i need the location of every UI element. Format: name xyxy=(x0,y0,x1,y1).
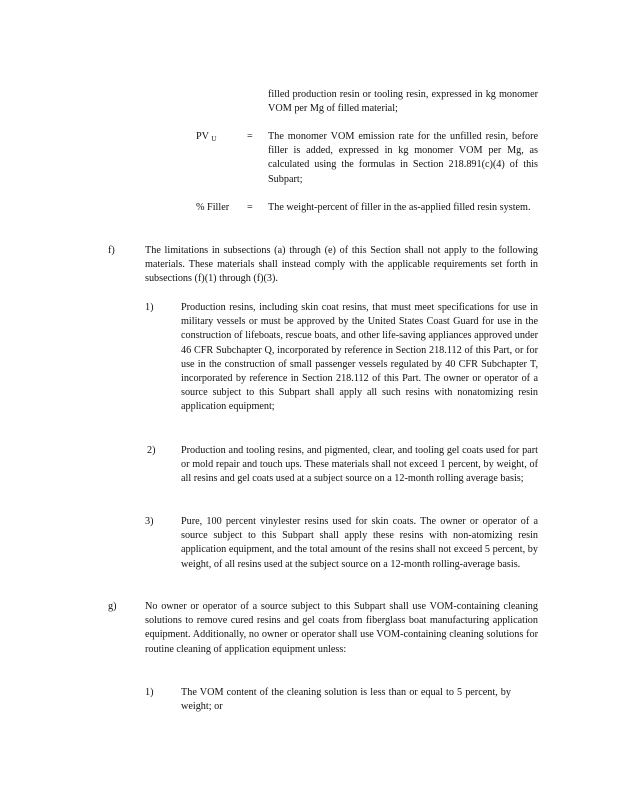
section-f-text: The limitations in subsections (a) through (e) of this Section shall not apply to the following materials. These materials shall instead comply with the applicable requirements set forth in subsections (f)(1) through (f)(3). xyxy=(145,245,538,285)
pvu-symbol-subscript: U xyxy=(211,135,217,143)
pvu-definition: The monomer VOM emission rate for the unfilled resin, before filler is added, expressed in kg monomer VOM per Mg, as calculated using the formulas in Section 218.891(c)(4) of this Subpart; xyxy=(268,131,538,185)
section-g-item-1-text: The VOM content of the cleaning solution is less than or equal to 5 percent, by weight; or xyxy=(181,687,511,713)
section-f-item-1-marker: 1) xyxy=(145,302,154,313)
section-g-item-1-marker: 1) xyxy=(145,687,154,698)
filler-definition: The weight-percent of filler in the as-applied filled resin system. xyxy=(268,202,531,213)
section-f-item-3-marker: 3) xyxy=(145,516,154,527)
pvu-symbol-main: PV xyxy=(196,131,209,142)
section-f-item-2-text: Production and tooling resins, and pigmented, clear, and tooling gel coats used for part or mold repair and touch ups. These materials shall not exceed 1 percent, by weight, of all resins and gel coats used at a subject source on a 12-month rolling average basis; xyxy=(181,445,538,485)
filler-equals: = xyxy=(247,202,253,213)
filler-symbol: % Filler xyxy=(196,202,230,213)
section-g-marker: g) xyxy=(108,601,117,612)
section-f-item-2-marker: 2) xyxy=(147,445,156,456)
section-f-item-3-text: Pure, 100 percent vinylester resins used for skin coats. The owner or operator of a source subject to this Subpart shall apply these resins with non-atomizing resin application equipment, and the total amount of the resins shall not exceed 5 percent, by weight, of all resins used at the subject source on a 12-month rolling-average basis. xyxy=(181,516,538,570)
section-g-text: No owner or operator of a source subject to this Subpart shall use VOM-containing cleaning solutions to remove cured resins and gel coats from fiberglass boat manufacturing application equipment. Additionally, no owner or operator shall use VOM-containing cleaning solutions for routine cleaning of application equipment unless: xyxy=(145,601,538,655)
definition-continuation: filled production resin or tooling resin, expressed in kg monomer VOM per Mg of filled material; xyxy=(268,89,538,115)
pvu-equals: = xyxy=(247,131,253,142)
pvu-symbol xyxy=(196,130,216,146)
section-f-item-1-text: Production resins, including skin coat resins, that must meet specifications for use in military vessels or must be approved by the United States Coast Guard for use in the construction of lifeboats, rescue boats, and other life-saving appliances approved under 46 CFR Subchapter Q, incorporated by reference in Section 218.112 of this Part, or for use in the construction of small passenger vessels regulated by 40 CFR Subchapter T, incorporated by reference in Section 218.112 of this Part. The owner or operator of a source subject to this Subpart shall apply all such resins with nonatomizing resin application equipment; xyxy=(181,302,538,413)
section-f-marker: f) xyxy=(108,245,115,256)
